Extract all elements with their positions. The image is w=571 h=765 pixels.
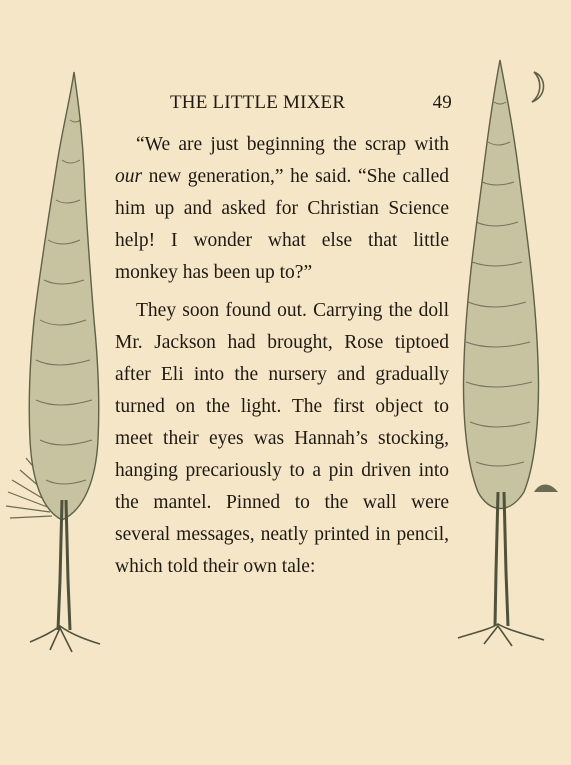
right-tree-foliage <box>464 60 539 509</box>
right-tree-roots <box>458 624 544 646</box>
right-tree-trunk <box>495 492 508 626</box>
paragraph-2 <box>115 295 449 583</box>
paragraph-1-part-1: “We are just beginning the scrap with <box>136 134 449 155</box>
paragraph-1-part-3: new generation,” he said. “She called him up and asked for Christian Science help! I wonder what else that little monkey has been up to?” <box>115 166 449 283</box>
right-cypress-tree-illustration <box>448 52 558 652</box>
left-tree-roots <box>30 626 100 652</box>
paragraph-2-text: They soon found out. Carrying the doll Mr. Jackson had brought, Rose tiptoed after Eli into the nursery and gradually turned on the light. The first object to meet their eyes was Hannah’s stocking, hanging precariously to a pin driven into the mantel. Pinned to the wall were several messages, neatly printed in pencil, which told their own tale: <box>115 300 449 577</box>
distant-hill-illustration <box>532 480 560 494</box>
running-title: THE LITTLE MIXER <box>170 92 346 113</box>
crescent-moon-illustration <box>524 70 550 104</box>
body-text <box>115 129 449 583</box>
left-cypress-tree-illustration <box>0 60 120 660</box>
paragraph-1-emphasis: our <box>115 166 143 187</box>
left-tree-foliage <box>29 72 99 520</box>
page-number: 49 <box>432 92 452 113</box>
paragraph-1 <box>115 129 449 289</box>
